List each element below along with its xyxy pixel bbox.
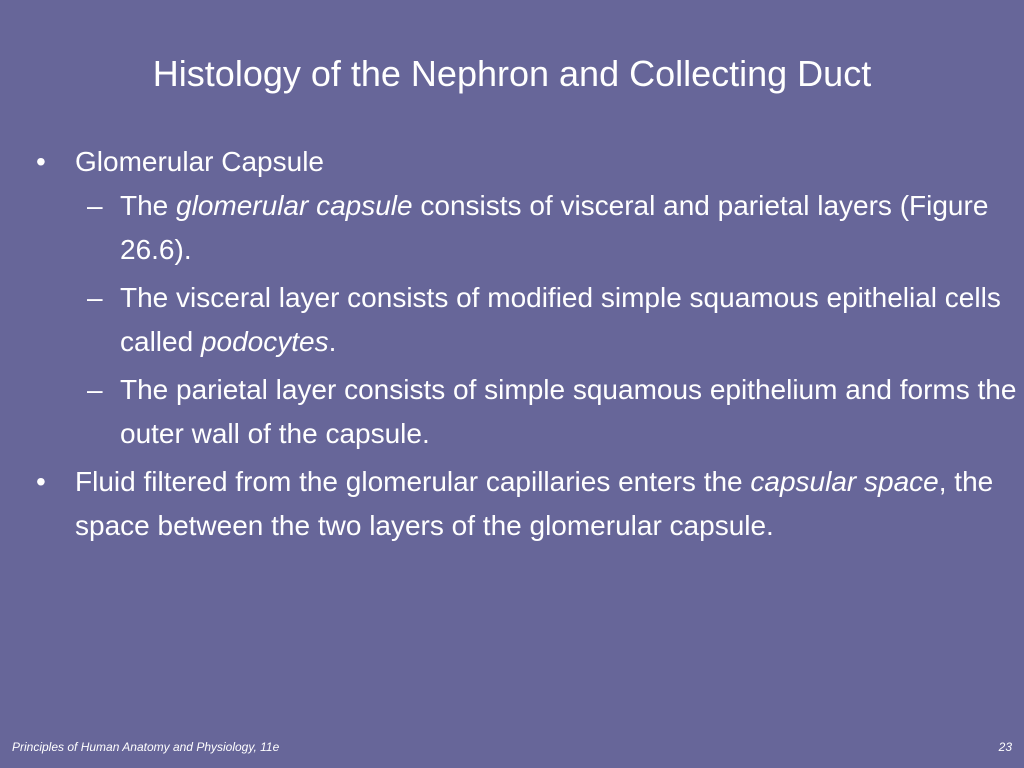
bullet-item (0, 140, 1024, 184)
sub-bullet-item (0, 184, 1024, 272)
sub-bullet-text: The parietal layer consists of simple squamous epithelium and forms the outer wall of the capsule. (120, 374, 1017, 449)
bullet-text-start: Fluid filtered from the glomerular capillaries enters the (75, 466, 751, 497)
bullet-text-end: , the space between the two layers of the glomerular capsule. (75, 466, 994, 541)
sub-bullet-text-start: The (120, 190, 177, 221)
sub-bullet-marker: – (87, 374, 103, 405)
footer-source: Principles of Human Anatomy and Physiology, 11e (12, 740, 280, 754)
slide-title: Histology of the Nephron and Collecting Duct (152, 53, 872, 94)
bullet-marker: • (36, 146, 46, 177)
sub-bullet-text-start: The visceral layer consists of modified simple squamous epithelial cells called (120, 282, 1001, 357)
sub-bullet-text-end: . (328, 326, 337, 357)
emphasis-term: podocytes (200, 326, 329, 357)
page-number: 23 (998, 740, 1012, 754)
sub-bullet-marker: – (87, 282, 103, 313)
bullet-text: Glomerular Capsule (75, 146, 324, 177)
bullet-item (0, 460, 1024, 548)
sub-bullet-item (0, 276, 1024, 364)
emphasis-term: glomerular capsule (176, 190, 413, 221)
bullet-marker: • (36, 466, 46, 497)
emphasis-term: capsular space (750, 466, 939, 497)
sub-bullet-marker: – (87, 190, 103, 221)
sub-bullet-text-end: consists of visceral and parietal layers (Figure 26.6). (120, 190, 989, 265)
slide-body (0, 140, 1024, 548)
sub-bullet-item (0, 368, 1024, 456)
